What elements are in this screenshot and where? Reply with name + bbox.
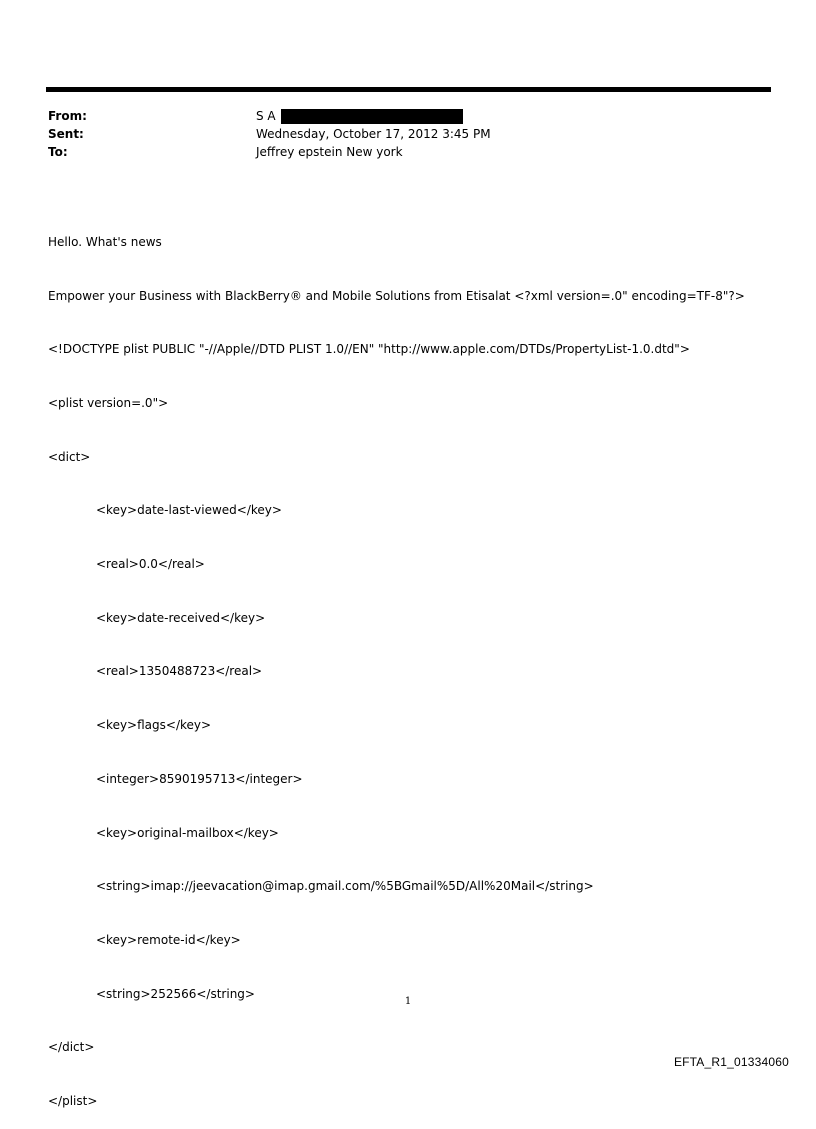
body-line-value: <integer>8590195713</integer> bbox=[96, 771, 303, 786]
from-row bbox=[48, 107, 748, 125]
to-row bbox=[48, 143, 748, 161]
from-name: S A bbox=[256, 109, 276, 123]
body-line-dict-close: </dict> bbox=[48, 1040, 95, 1055]
body-line-greeting: Hello. What's news bbox=[48, 234, 162, 249]
body-line-doctype: <!DOCTYPE plist PUBLIC "-//Apple//DTD PLIST 1.0//EN" "http://www.apple.com/DTDs/PropertyList-1.0.dtd"> bbox=[48, 342, 690, 357]
body-line-signature: Empower your Business with BlackBerry® and Mobile Solutions from Etisalat <?xml version=.0" encoding=TF-8"?> bbox=[48, 288, 745, 303]
to-label: To: bbox=[48, 145, 68, 159]
header-rule bbox=[46, 87, 771, 92]
body-line-value: <string>imap://jeevacation@imap.gmail.com/%5BGmail%5D/All%20Mail</string> bbox=[96, 879, 594, 894]
body-line-key: <key>date-received</key> bbox=[96, 610, 266, 625]
sent-value: Wednesday, October 17, 2012 3:45 PM bbox=[256, 127, 491, 141]
body-line-value: <real>1350488723</real> bbox=[96, 664, 263, 679]
body-line-value: <real>0.0</real> bbox=[96, 557, 205, 572]
bates-number: EFTA_R1_01334060 bbox=[673, 1055, 789, 1069]
email-header bbox=[48, 107, 748, 161]
body-line-key: <key>remote-id</key> bbox=[96, 932, 241, 947]
body-line-value: <string>252566</string> bbox=[96, 986, 255, 1001]
body-line-plist-open: <plist version=.0"> bbox=[48, 395, 169, 410]
body-line-key: <key>original-mailbox</key> bbox=[96, 825, 279, 840]
body-line-key: <key>date-last-viewed</key> bbox=[96, 503, 282, 518]
body-line-key: <key>flags</key> bbox=[96, 718, 212, 733]
sent-row bbox=[48, 125, 748, 143]
from-label: From: bbox=[48, 109, 87, 123]
page-number: 1 bbox=[404, 996, 412, 1007]
from-value bbox=[256, 107, 748, 125]
sent-label: Sent: bbox=[48, 127, 84, 141]
email-body bbox=[48, 198, 788, 1129]
body-line-plist-close: </plist> bbox=[48, 1094, 98, 1109]
to-value: Jeffrey epstein New york bbox=[256, 145, 403, 159]
redaction-block bbox=[281, 109, 463, 124]
body-line-dict-open: <dict> bbox=[48, 449, 91, 464]
